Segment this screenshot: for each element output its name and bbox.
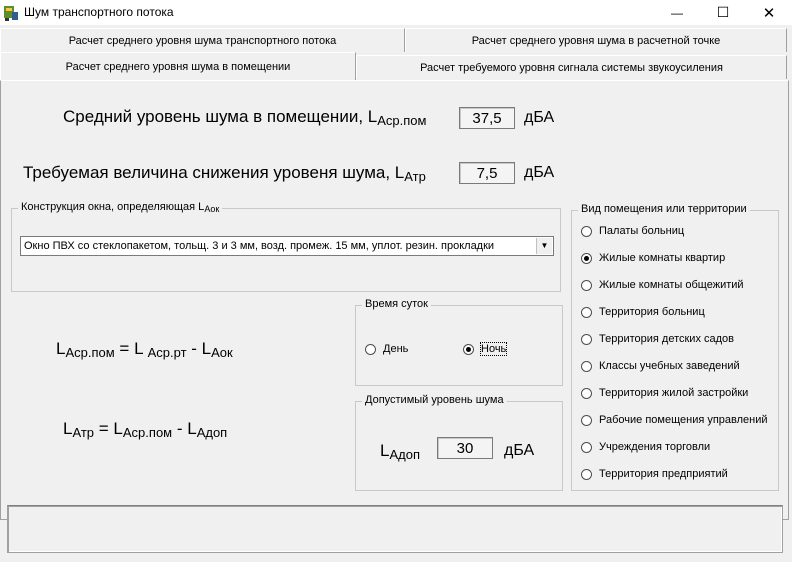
client-area <box>0 25 792 562</box>
radio-circle[interactable] <box>581 334 592 345</box>
radio-circle[interactable] <box>581 307 592 318</box>
radio-circle[interactable] <box>581 388 592 399</box>
radio-room-type[interactable] <box>581 225 684 237</box>
allowed-level-value: 30 <box>437 437 493 459</box>
room-type-legend: Вид помещения или территории <box>578 203 750 215</box>
tab-sound-system-level[interactable] <box>356 55 787 79</box>
avg-noise-value: 37,5 <box>459 107 515 129</box>
radio-label: Рабочие помещения управлений <box>599 414 768 426</box>
radio-room-type[interactable] <box>581 252 725 264</box>
radio-label: Жилые комнаты общежитий <box>599 279 744 291</box>
tab-label: Расчет среднего уровня шума в помещении <box>65 60 291 73</box>
window-construction-legend: Конструкция окна, определяющая $L_{Аок}$ <box>18 201 222 214</box>
allowed-level-group <box>355 394 563 491</box>
radio-night-circle[interactable] <box>463 344 474 355</box>
radio-room-type[interactable] <box>581 306 705 318</box>
formula-avg-room: $L_{Аср.пом} = L$ $_{Аср.рт} - L_{Аок}$ <box>56 339 233 360</box>
time-of-day-group <box>355 298 563 386</box>
radio-label: Территория предприятий <box>599 468 728 480</box>
radio-room-type[interactable] <box>581 360 740 372</box>
radio-label: Территория жилой застройки <box>599 387 749 399</box>
radio-room-type[interactable] <box>581 333 734 345</box>
radio-room-type[interactable] <box>581 468 728 480</box>
required-reduction-unit: дБА <box>524 164 555 181</box>
radio-room-type[interactable] <box>581 414 768 426</box>
radio-night[interactable] <box>463 343 506 355</box>
room-type-group <box>571 203 779 491</box>
window-title: Шум транспортного потока <box>24 5 174 19</box>
window-construction-selected: Окно ПВХ со стеклопакетом, тольщ. 3 и 3 мм, возд. промеж. 15 мм, уплот. резин. прокладки <box>24 240 495 252</box>
allowed-level-label: $L_{Адоп}$ <box>380 441 420 462</box>
radio-circle[interactable] <box>581 253 592 264</box>
radio-circle[interactable] <box>581 280 592 291</box>
radio-circle[interactable] <box>581 226 592 237</box>
tab-traffic-flow-noise[interactable] <box>0 28 405 52</box>
radio-label: Палаты больниц <box>599 225 685 237</box>
allowed-level-legend: Допустимый уровень шума <box>362 394 507 406</box>
radio-room-type[interactable] <box>581 441 710 453</box>
radio-label: Жилые комнаты квартир <box>599 252 726 264</box>
window-construction-select[interactable] <box>20 236 554 256</box>
chevron-down-icon[interactable]: ▼ <box>536 238 552 254</box>
tab-calc-point-noise[interactable] <box>405 28 787 52</box>
tab-room-noise[interactable] <box>0 52 356 80</box>
allowed-level-unit: дБА <box>504 442 535 459</box>
app-icon <box>3 4 19 21</box>
radio-day[interactable] <box>365 343 408 355</box>
radio-label: Территория больниц <box>599 306 705 318</box>
tab-label: Расчет требуемого уровня сигнала системы звукоусиления <box>420 61 723 74</box>
radio-circle[interactable] <box>581 361 592 372</box>
close-button[interactable] <box>746 0 792 25</box>
maximize-icon: ☐ <box>716 4 730 20</box>
required-reduction-value: 7,5 <box>459 162 515 184</box>
title-bar <box>0 0 792 25</box>
radio-night-label: Ночь <box>481 343 507 355</box>
status-panel <box>7 505 783 553</box>
radio-label: Учреждения торговли <box>599 441 711 453</box>
minimize-icon: — <box>671 5 683 20</box>
avg-noise-unit: дБА <box>524 109 555 126</box>
radio-room-type[interactable] <box>581 387 748 399</box>
avg-noise-label: Средний уровень шума в помещении, $L_{Аср.пом}$ <box>63 107 427 128</box>
radio-label: Территория детских садов <box>599 333 735 345</box>
tab-label: Расчет среднего уровня шума в расчетной точке <box>471 34 721 47</box>
formula-required-reduction: $L_{Атр} = L_{Аср.пом} - L_{Адоп}$ <box>63 419 228 440</box>
maximize-button[interactable] <box>700 0 746 25</box>
radio-day-circle[interactable] <box>365 344 376 355</box>
tab-label: Расчет среднего уровня шума транспортного потока <box>68 34 337 47</box>
time-of-day-legend: Время суток <box>362 298 431 310</box>
radio-room-type[interactable] <box>581 279 744 291</box>
radio-circle[interactable] <box>581 415 592 426</box>
radio-circle[interactable] <box>581 442 592 453</box>
window-construction-group <box>11 201 561 292</box>
radio-circle[interactable] <box>581 469 592 480</box>
required-reduction-label: Требуемая величина снижения уровеня шума, $L_{Атр}$ <box>23 163 426 184</box>
minimize-button[interactable] <box>654 0 700 25</box>
close-icon: ✕ <box>762 4 776 22</box>
radio-label: Классы учебных заведений <box>599 360 740 372</box>
radio-day-label: День <box>383 343 409 355</box>
